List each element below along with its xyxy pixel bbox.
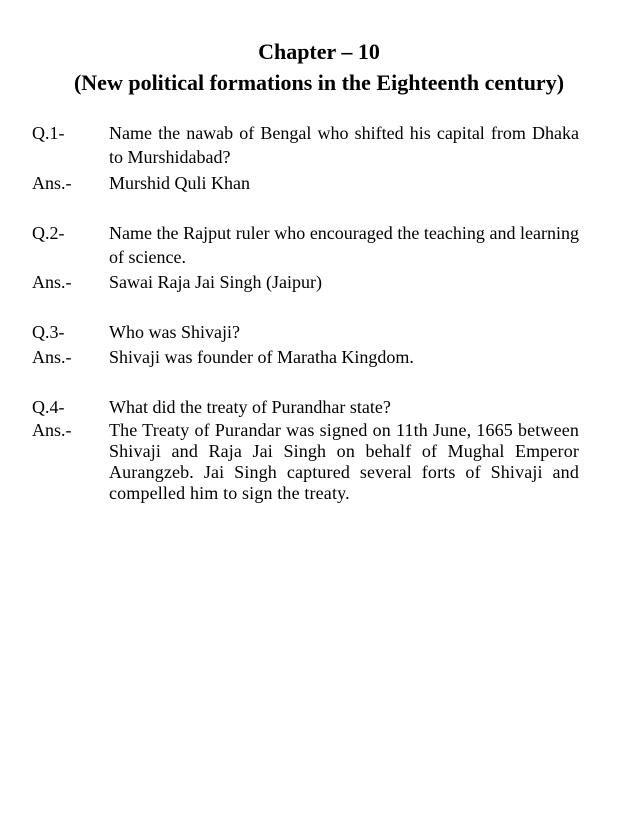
answer-label: Ans.- (32, 173, 72, 193)
qa-item-1 (0, 121, 638, 195)
answer-text: Murshid Quli Khan (109, 173, 250, 193)
qa-item-4 (0, 395, 638, 504)
question-label: Q.1- (32, 123, 65, 143)
answer-label: Ans.- (32, 272, 72, 292)
question-text: Name the Rajput ruler who encouraged the teaching and learning of science. (109, 223, 579, 267)
question-text: Name the nawab of Bengal who shifted his capital from Dhaka to Murshidabad? (109, 123, 579, 167)
answer-row (0, 420, 638, 504)
answer-row (0, 345, 638, 369)
answer-text: Shivaji was founder of Maratha Kingdom. (109, 347, 414, 367)
answer-row (0, 270, 638, 294)
question-label: Q.4- (32, 397, 65, 417)
question-row (0, 320, 638, 344)
chapter-title: Chapter – 10 (258, 39, 380, 64)
question-row (0, 395, 638, 419)
question-text: What did the treaty of Purandhar state? (109, 397, 391, 417)
answer-text: Sawai Raja Jai Singh (Jaipur) (109, 272, 322, 292)
answer-text: The Treaty of Purandar was signed on 11th June, 1665 between Shivaji and Raja Jai Singh on behalf of Mughal Emperor Aurangzeb. Jai Singh captured several forts of Shivaji and compelled him to sign the treaty. (109, 420, 579, 503)
question-row (0, 121, 638, 169)
answer-label: Ans.- (32, 420, 72, 440)
qa-item-3 (0, 320, 638, 369)
question-label: Q.2- (32, 223, 65, 243)
chapter-subtitle: (New political formations in the Eighteenth century) (73, 70, 565, 95)
answer-row (0, 171, 638, 195)
answer-label: Ans.- (32, 347, 72, 367)
qa-item-2 (0, 221, 638, 294)
question-row (0, 221, 638, 269)
question-label: Q.3- (32, 322, 65, 342)
question-text: Who was Shivaji? (109, 322, 240, 342)
